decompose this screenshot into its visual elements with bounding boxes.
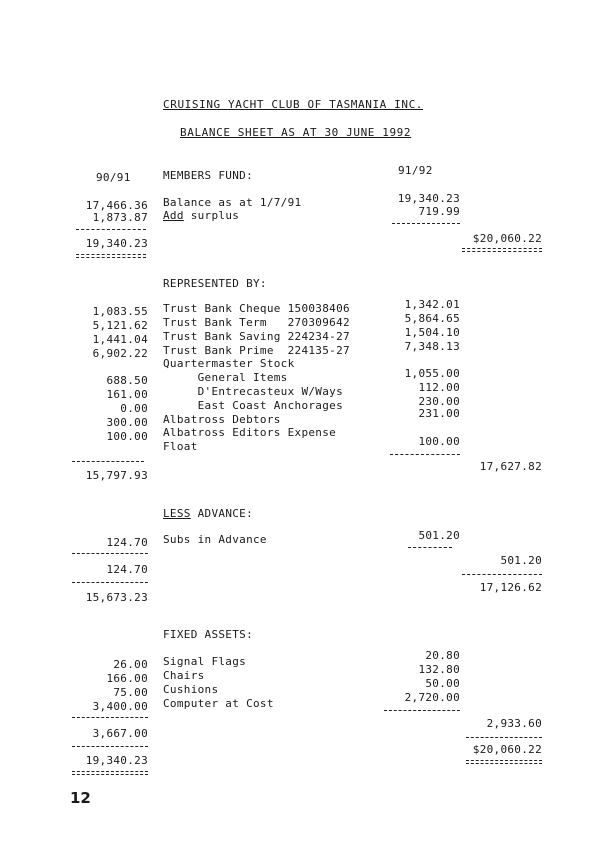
list-item: 100.00 bbox=[106, 430, 148, 443]
fixed-assets-heading: FIXED ASSETS: bbox=[163, 628, 253, 641]
less-advance-heading: LESS ADVANCE: bbox=[163, 507, 254, 520]
represented-by-heading: REPRESENTED BY: bbox=[163, 277, 267, 290]
list-item: Trust Bank Prime 224135-27 bbox=[163, 344, 350, 357]
list-item: 3,400.00 bbox=[92, 700, 148, 713]
represented-total-curr: 17,627.82 bbox=[479, 460, 542, 473]
list-item: 0.00 bbox=[120, 402, 148, 415]
list-item: 26.00 bbox=[113, 658, 148, 671]
subs-label: Subs in Advance bbox=[163, 533, 267, 546]
list-item: 75.00 bbox=[113, 686, 148, 699]
list-item: 20.80 bbox=[425, 649, 460, 662]
list-item: 50.00 bbox=[425, 677, 460, 690]
balance-prev: 17,466.36 bbox=[85, 199, 148, 212]
list-item: Cushions bbox=[163, 683, 219, 696]
balance-sheet-title: BALANCE SHEET AS AT 30 JUNE 1992 bbox=[180, 126, 412, 139]
list-item: Trust Bank Term 270309642 bbox=[163, 316, 350, 329]
rule bbox=[392, 223, 460, 224]
list-item: 231.00 bbox=[418, 407, 460, 420]
list-item: 5,121.62 bbox=[92, 319, 148, 332]
list-item: Quartermaster Stock bbox=[163, 357, 295, 370]
list-item: General Items bbox=[163, 371, 288, 384]
double-rule bbox=[462, 248, 542, 252]
list-item: Trust Bank Cheque 150038406 bbox=[163, 302, 350, 315]
club-title: CRUISING YACHT CLUB OF TASMANIA INC. bbox=[163, 98, 424, 111]
list-item: 1,055.00 bbox=[404, 367, 460, 380]
list-item: Albatross Editors Expense bbox=[163, 426, 337, 439]
members-total-curr: $20,060.22 bbox=[472, 232, 542, 245]
rule bbox=[72, 746, 148, 747]
list-item: 132.80 bbox=[418, 663, 460, 676]
rule bbox=[462, 574, 542, 575]
list-item: 1,504.10 bbox=[404, 326, 460, 339]
list-item: 1,083.55 bbox=[92, 305, 148, 318]
list-item: Float bbox=[163, 440, 198, 453]
fixed-sub-curr: 2,933.60 bbox=[486, 717, 542, 730]
members-total-prev: 19,340.23 bbox=[85, 237, 148, 250]
list-item: 2,720.00 bbox=[404, 691, 460, 704]
list-item: 688.50 bbox=[106, 374, 148, 387]
list-item: 100.00 bbox=[418, 435, 460, 448]
double-rule bbox=[72, 771, 148, 775]
balance-curr: 19,340.23 bbox=[397, 192, 460, 205]
list-item: Signal Flags bbox=[163, 655, 247, 668]
list-item: 7,348.13 bbox=[404, 340, 460, 353]
rule bbox=[76, 229, 146, 230]
subs-curr: 501.20 bbox=[418, 529, 460, 542]
represented-total-prev: 15,797.93 bbox=[85, 469, 148, 482]
list-item: Albatross Debtors bbox=[163, 413, 281, 426]
list-item: 161.00 bbox=[106, 388, 148, 401]
rule bbox=[466, 737, 542, 738]
members-fund-heading: MEMBERS FUND: bbox=[163, 169, 253, 182]
balance-label: Balance as at 1/7/91 bbox=[163, 196, 302, 209]
rule bbox=[390, 454, 460, 455]
subs-right: 501.20 bbox=[500, 554, 542, 567]
rule bbox=[408, 547, 452, 548]
list-item: 1,342.01 bbox=[404, 298, 460, 311]
grand-total-prev: 19,340.23 bbox=[85, 754, 148, 767]
list-item: Trust Bank Saving 224234-27 bbox=[163, 330, 350, 343]
col-prev-year: 90/91 bbox=[96, 171, 131, 184]
subs-prev: 124.70 bbox=[106, 536, 148, 549]
rule bbox=[72, 582, 148, 583]
col-curr-year: 91/92 bbox=[398, 164, 433, 177]
rule bbox=[72, 717, 148, 718]
surplus-label: Add surplus bbox=[163, 209, 240, 222]
list-item: 6,902.22 bbox=[92, 347, 148, 360]
rule bbox=[72, 553, 148, 554]
less-total-curr: 17,126.62 bbox=[479, 581, 542, 594]
surplus-curr: 719.99 bbox=[418, 205, 460, 218]
surplus-prev: 1,873.87 bbox=[92, 211, 148, 224]
list-item: 166.00 bbox=[106, 672, 148, 685]
grand-total-curr: $20,060.22 bbox=[472, 743, 542, 756]
list-item: 300.00 bbox=[106, 416, 148, 429]
rule bbox=[384, 710, 460, 711]
list-item: 5,864.65 bbox=[404, 312, 460, 325]
double-rule bbox=[76, 254, 146, 258]
list-item: 112.00 bbox=[418, 381, 460, 394]
page-number: 12 bbox=[70, 789, 91, 807]
list-item: Computer at Cost bbox=[163, 697, 274, 710]
list-item: D'Entrecasteux W/Ways bbox=[163, 385, 343, 398]
list-item: 230.00 bbox=[418, 395, 460, 408]
double-rule bbox=[466, 760, 542, 764]
list-item: Chairs bbox=[163, 669, 205, 682]
fixed-sub-prev: 3,667.00 bbox=[92, 727, 148, 740]
less-total-prev: 15,673.23 bbox=[85, 591, 148, 604]
list-item: East Coast Anchorages bbox=[163, 399, 343, 412]
list-item: 1,441.04 bbox=[92, 333, 148, 346]
subs-sub-prev: 124.70 bbox=[106, 563, 148, 576]
rule bbox=[72, 461, 144, 462]
